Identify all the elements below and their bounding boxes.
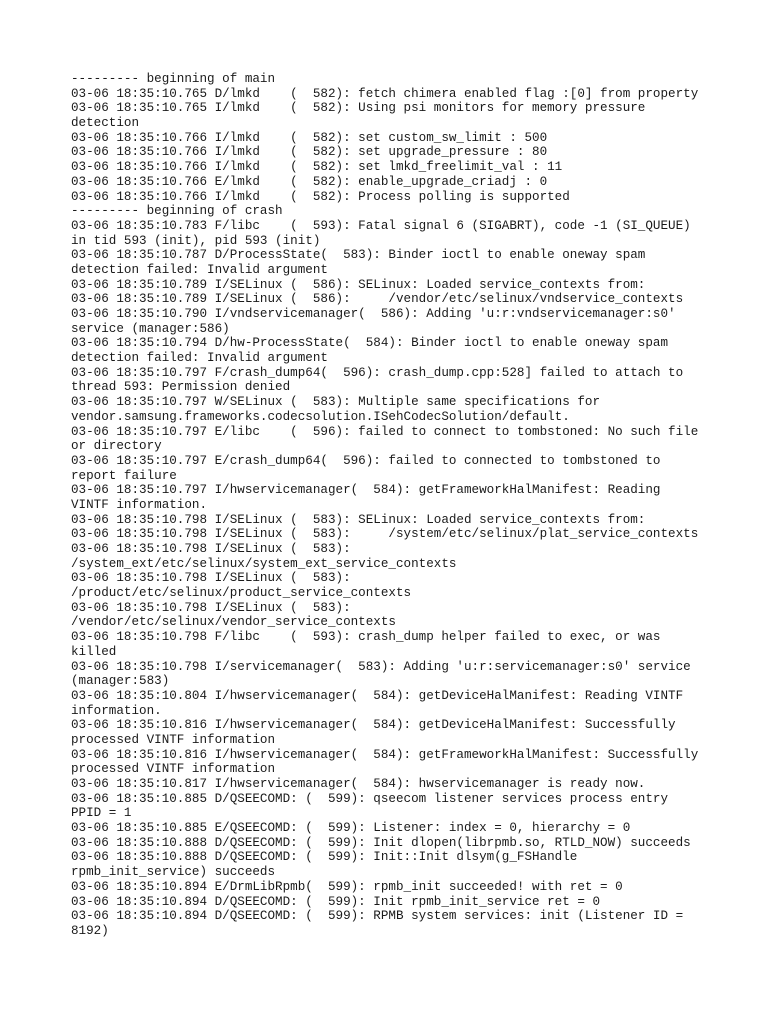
log-line: 03-06 18:35:10.894 E/DrmLibRpmb( 599): rpmb_init succeeded! with ret = 0 <box>71 879 623 894</box>
log-line: vendor.samsung.frameworks.codecsolution.ISehCodecSolution/default. <box>71 409 570 424</box>
log-line: detection <box>71 116 140 131</box>
log-line: 03-06 18:35:10.787 D/ProcessState( 583): Binder ioctl to enable oneway spam <box>71 248 646 263</box>
log-line: 03-06 18:35:10.888 D/QSEECOMD: ( 599): Init::Init dlsym(g_FSHandle <box>71 850 578 865</box>
log-line: /vendor/etc/selinux/vendor_service_contexts <box>71 615 396 630</box>
log-line: 03-06 18:35:10.894 D/QSEECOMD: ( 599): Init rpmb_init_service ret = 0 <box>71 894 601 909</box>
log-line: 03-06 18:35:10.766 I/lmkd ( 582): Process polling is supported <box>71 189 570 204</box>
log-line: service (manager:586) <box>71 321 230 336</box>
log-line: 03-06 18:35:10.804 I/hwservicemanager( 584): getDeviceHalManifest: Reading VINTF <box>71 688 684 703</box>
log-line: 03-06 18:35:10.797 E/libc ( 596): failed to connect to tombstoned: No such file <box>71 424 699 439</box>
log-line: 03-06 18:35:10.798 I/SELinux ( 583): SELinux: Loaded service_contexts from: <box>71 512 646 527</box>
log-line: 03-06 18:35:10.766 E/lmkd ( 582): enable_upgrade_criadj : 0 <box>71 174 548 189</box>
log-line: 03-06 18:35:10.798 I/SELinux ( 583): <box>71 571 351 586</box>
log-line: 03-06 18:35:10.797 I/hwservicemanager( 584): getFrameworkHalManifest: Reading <box>71 483 661 498</box>
log-line: --------- beginning of main <box>71 72 276 86</box>
log-line: 03-06 18:35:10.885 E/QSEECOMD: ( 599): Listener: index = 0, hierarchy = 0 <box>71 821 631 836</box>
log-line: 03-06 18:35:10.766 I/lmkd ( 582): set custom_sw_limit : 500 <box>71 130 548 145</box>
log-line: thread 593: Permission denied <box>71 380 291 395</box>
log-line: 03-06 18:35:10.798 I/SELinux ( 583): /system/etc/selinux/plat_service_contexts <box>71 527 699 542</box>
log-line: 03-06 18:35:10.789 I/SELinux ( 586): SELinux: Loaded service_contexts from: <box>71 277 646 292</box>
log-line: processed VINTF information <box>71 732 276 747</box>
log-line: detection failed: Invalid argument <box>71 351 328 366</box>
log-line: report failure <box>71 468 177 483</box>
log-line: 03-06 18:35:10.797 W/SELinux ( 583): Multiple same specifications for <box>71 395 601 410</box>
log-line: killed <box>71 644 117 659</box>
log-line: 03-06 18:35:10.765 I/lmkd ( 582): Using psi monitors for memory pressure <box>71 101 646 116</box>
log-line: 03-06 18:35:10.789 I/SELinux ( 586): /vendor/etc/selinux/vndservice_contexts <box>71 292 684 307</box>
log-line: 8192) <box>71 923 109 938</box>
log-line: 03-06 18:35:10.798 F/libc ( 593): crash_dump helper failed to exec, or was <box>71 630 661 645</box>
log-line: in tid 593 (init), pid 593 (init) <box>71 233 321 248</box>
log-line: /system_ext/etc/selinux/system_ext_service_contexts <box>71 556 457 571</box>
log-line: or directory <box>71 439 162 454</box>
log-line: 03-06 18:35:10.797 E/crash_dump64( 596): failed to connected to tombstoned to <box>71 453 661 468</box>
log-line: 03-06 18:35:10.888 D/QSEECOMD: ( 599): Init dlopen(librpmb.so, RTLD_NOW) succeeds <box>71 835 691 850</box>
log-line: information. <box>71 703 162 718</box>
log-line: 03-06 18:35:10.816 I/hwservicemanager( 584): getDeviceHalManifest: Successfully <box>71 718 676 733</box>
log-line: 03-06 18:35:10.798 I/SELinux ( 583): <box>71 542 351 556</box>
log-line: 03-06 18:35:10.797 F/crash_dump64( 596): crash_dump.cpp:528] failed to attach to <box>71 365 684 380</box>
log-line: 03-06 18:35:10.766 I/lmkd ( 582): set lmkd_freelimit_val : 11 <box>71 160 563 175</box>
log-line: 03-06 18:35:10.790 I/vndservicemanager( 586): Adding 'u:r:vndservicemanager:s0' <box>71 307 676 321</box>
log-line: 03-06 18:35:10.885 D/QSEECOMD: ( 599): qseecom listener services process entry <box>71 791 669 806</box>
log-line: 03-06 18:35:10.817 I/hwservicemanager( 584): hwservicemanager is ready now. <box>71 777 646 791</box>
log-line: VINTF information. <box>71 497 208 512</box>
log-line: PPID = 1 <box>71 806 132 821</box>
log-line: detection failed: Invalid argument <box>71 262 328 277</box>
log-line: 03-06 18:35:10.783 F/libc ( 593): Fatal signal 6 (SIGABRT), code -1 (SI_QUEUE) <box>71 218 691 233</box>
log-line: 03-06 18:35:10.766 I/lmkd ( 582): set upgrade_pressure : 80 <box>71 145 548 160</box>
log-line: 03-06 18:35:10.798 I/SELinux ( 583): <box>71 600 351 615</box>
log-line: 03-06 18:35:10.794 D/hw-ProcessState( 584): Binder ioctl to enable oneway spam <box>71 336 669 351</box>
log-line: /product/etc/selinux/product_service_contexts <box>71 586 412 601</box>
log-line: (manager:583) <box>71 674 170 689</box>
log-line: rpmb_init_service) succeeds <box>71 865 276 880</box>
log-line: 03-06 18:35:10.798 I/servicemanager( 583): Adding 'u:r:servicemanager:s0' service <box>71 659 691 674</box>
log-line: 03-06 18:35:10.816 I/hwservicemanager( 584): getFrameworkHalManifest: Successfully <box>71 747 699 762</box>
log-line: 03-06 18:35:10.765 D/lmkd ( 582): fetch chimera enabled flag :[0] from property <box>71 86 699 101</box>
log-line: --------- beginning of crash <box>71 204 283 219</box>
log-line: 03-06 18:35:10.894 D/QSEECOMD: ( 599): RPMB system services: init (Listener ID = <box>71 909 684 924</box>
log-line: processed VINTF information <box>71 762 276 777</box>
log-output <box>71 72 711 939</box>
